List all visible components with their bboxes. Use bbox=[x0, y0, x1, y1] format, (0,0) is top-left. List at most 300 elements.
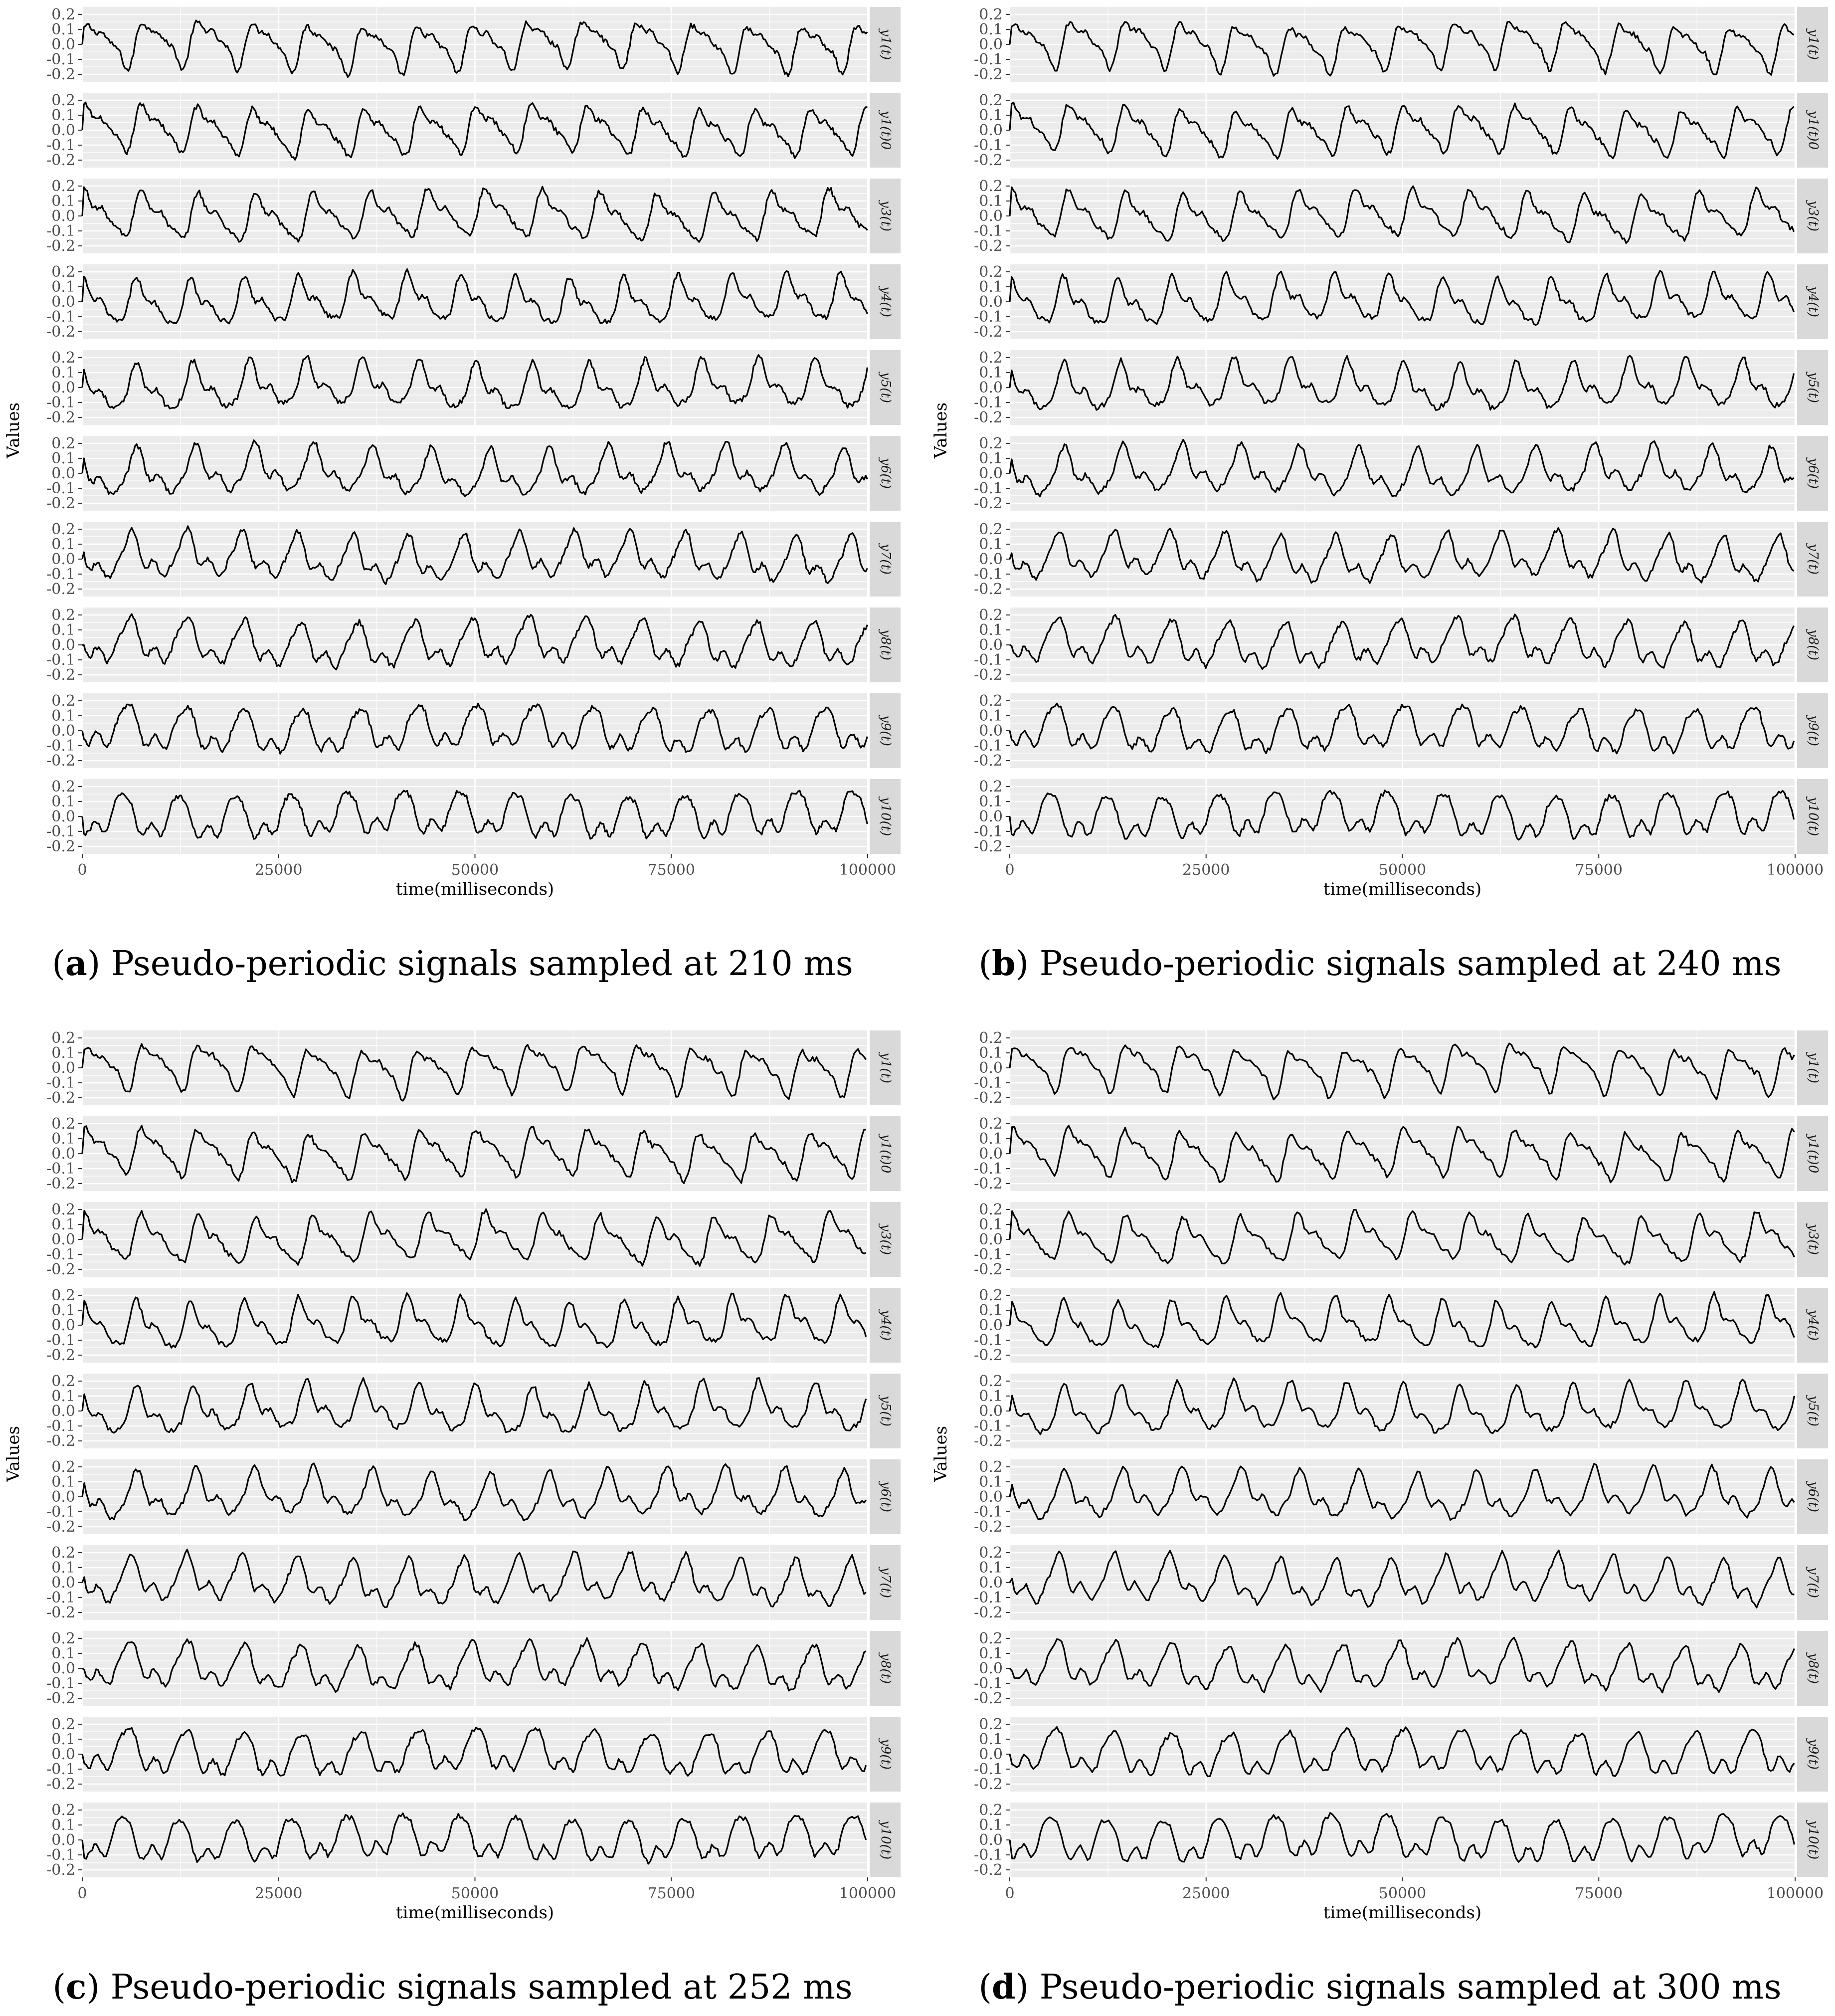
y-tick-label: -0.1 bbox=[46, 566, 75, 583]
caption-paren-close: ) bbox=[1015, 944, 1040, 984]
y-tick-label: 0.2 bbox=[979, 6, 1003, 23]
panel-caption bbox=[978, 1967, 1781, 2007]
facet-strip-label: y9(t) bbox=[878, 715, 893, 746]
facet-9 bbox=[46, 692, 901, 770]
y-tick-label: 0.0 bbox=[51, 722, 75, 740]
facet-strip-label: y1(t) bbox=[878, 29, 893, 60]
y-tick-label: -0.2 bbox=[974, 1261, 1003, 1278]
y-tick-label: -0.1 bbox=[974, 1503, 1003, 1521]
y-tick-label: -0.2 bbox=[974, 581, 1003, 598]
x-tick-label: 100000 bbox=[1766, 861, 1824, 879]
y-tick-label: 0.0 bbox=[979, 465, 1003, 482]
facet-strip-label: y6(t) bbox=[1806, 458, 1821, 489]
y-tick-label: 0.2 bbox=[51, 1115, 75, 1133]
caption-paren-open: ( bbox=[978, 1968, 992, 2007]
y-tick-label: 0.2 bbox=[979, 521, 1003, 538]
y-tick-label: 0.0 bbox=[979, 1574, 1003, 1592]
y-tick-label: -0.1 bbox=[974, 1675, 1003, 1692]
y-tick-label: 0.0 bbox=[51, 551, 75, 568]
facet-strip-label: y1(t)0 bbox=[878, 1134, 893, 1174]
y-tick-label: 0.0 bbox=[979, 1746, 1003, 1763]
panel-c bbox=[3, 1029, 901, 2007]
facet-7 bbox=[974, 521, 1828, 598]
facet-4 bbox=[974, 1287, 1828, 1364]
y-tick-label: 0.1 bbox=[51, 1130, 75, 1148]
y-tick-label: 0.0 bbox=[979, 1231, 1003, 1248]
y-tick-label: 0.2 bbox=[51, 349, 75, 367]
y-tick-label: -0.1 bbox=[974, 651, 1003, 669]
y-tick-label: 0.2 bbox=[979, 92, 1003, 109]
y-tick-label: 0.2 bbox=[979, 435, 1003, 452]
facet-strip-label: y8(t) bbox=[1806, 629, 1821, 660]
y-tick-label: 0.1 bbox=[979, 1645, 1003, 1662]
y-tick-label: 0.2 bbox=[979, 606, 1003, 624]
x-tick-label: 75000 bbox=[1575, 861, 1623, 879]
y-tick-label: -0.1 bbox=[46, 1761, 75, 1778]
x-tick-label: 100000 bbox=[839, 861, 897, 879]
y-tick-label: 0.0 bbox=[51, 808, 75, 825]
caption-paren-open: ( bbox=[978, 944, 992, 984]
x-tick-label: 75000 bbox=[1575, 1885, 1623, 1902]
facet-7 bbox=[46, 521, 901, 598]
facet-strip-label: y7(t) bbox=[1806, 1567, 1821, 1598]
y-tick-label: -0.1 bbox=[46, 1246, 75, 1263]
x-tick-label: 25000 bbox=[1182, 861, 1230, 879]
facet-strip-label: y5(t) bbox=[1806, 1396, 1821, 1426]
caption-letter: d bbox=[991, 1967, 1016, 2007]
y-tick-label: 0.0 bbox=[51, 636, 75, 654]
y-tick-label: 0.0 bbox=[979, 122, 1003, 139]
x-tick-label: 50000 bbox=[1378, 1885, 1427, 1902]
y-tick-label: -0.1 bbox=[974, 137, 1003, 154]
y-tick-label: 0.1 bbox=[979, 1388, 1003, 1405]
y-tick-label: 0.2 bbox=[979, 263, 1003, 281]
y-tick-label: 0.1 bbox=[51, 793, 75, 810]
facet-5 bbox=[46, 1373, 901, 1450]
y-tick-label: -0.1 bbox=[974, 1246, 1003, 1263]
y-tick-label: 0.1 bbox=[979, 1731, 1003, 1748]
y-tick-label: 0.1 bbox=[51, 621, 75, 639]
y-tick-label: 0.0 bbox=[51, 36, 75, 53]
caption-text: Pseudo-periodic signals sampled at 300 ms bbox=[1039, 1968, 1782, 2007]
y-tick-label: 0.2 bbox=[979, 1287, 1003, 1304]
y-tick-label: 0.0 bbox=[979, 379, 1003, 397]
y-tick-label: 0.0 bbox=[51, 1488, 75, 1506]
facet-9 bbox=[974, 692, 1828, 770]
facet-strip-label: y6(t) bbox=[878, 1481, 893, 1512]
y-tick-label: -0.2 bbox=[46, 1261, 75, 1278]
facet-6 bbox=[974, 435, 1828, 512]
y-tick-label: 0.1 bbox=[51, 1559, 75, 1577]
facet-strip-label: y3(t) bbox=[878, 1224, 893, 1255]
y-tick-label: -0.2 bbox=[46, 1089, 75, 1107]
facet-strip-label: y10(t) bbox=[878, 1820, 893, 1860]
x-tick-label: 75000 bbox=[647, 861, 695, 879]
facet-strip-label: y4(t) bbox=[1806, 1310, 1821, 1341]
facet-3 bbox=[974, 178, 1828, 255]
y-tick-label: -0.2 bbox=[46, 1518, 75, 1536]
facet-strip-label: y3(t) bbox=[1806, 201, 1821, 231]
y-tick-label: 0.1 bbox=[51, 707, 75, 725]
facet-strip-label: y5(t) bbox=[878, 1396, 893, 1426]
y-tick-label: -0.1 bbox=[974, 1589, 1003, 1607]
y-tick-label: 0.0 bbox=[979, 1145, 1003, 1163]
y-tick-label: 0.2 bbox=[51, 1201, 75, 1218]
facet-strip-label: y8(t) bbox=[878, 629, 893, 660]
y-tick-label: 0.0 bbox=[51, 1403, 75, 1420]
y-tick-label: 0.2 bbox=[979, 692, 1003, 710]
caption-text: Pseudo-periodic signals sampled at 210 ms bbox=[111, 944, 853, 984]
y-tick-label: 0.1 bbox=[51, 193, 75, 210]
y-axis-title: Values bbox=[931, 402, 951, 459]
y-tick-label: 0.1 bbox=[979, 193, 1003, 210]
y-tick-label: -0.1 bbox=[46, 737, 75, 755]
y-tick-label: -0.2 bbox=[46, 1690, 75, 1707]
facet-strip-label: y1(t)0 bbox=[1806, 110, 1821, 150]
y-tick-label: -0.1 bbox=[46, 1589, 75, 1607]
caption-paren-open: ( bbox=[52, 1968, 66, 2007]
y-tick-label: -0.2 bbox=[46, 66, 75, 83]
y-tick-label: -0.2 bbox=[46, 152, 75, 169]
y-tick-label: -0.1 bbox=[974, 737, 1003, 755]
y-tick-label: 0.2 bbox=[51, 1029, 75, 1047]
x-tick-label: 25000 bbox=[255, 1885, 303, 1902]
facet-strip-label: y1(t)0 bbox=[878, 110, 893, 150]
x-axis-title: time(milliseconds) bbox=[395, 1903, 554, 1923]
facet-8 bbox=[46, 606, 901, 684]
y-tick-label: -0.1 bbox=[46, 51, 75, 68]
facet-strip-label: y1(t)0 bbox=[1806, 1134, 1821, 1174]
y-tick-label: -0.2 bbox=[974, 1432, 1003, 1450]
y-tick-label: -0.2 bbox=[974, 409, 1003, 426]
x-axis-title: time(milliseconds) bbox=[395, 879, 554, 899]
y-tick-label: 0.1 bbox=[979, 364, 1003, 382]
y-tick-label: 0.1 bbox=[979, 278, 1003, 296]
facet-6 bbox=[46, 435, 901, 512]
facet-strip-label: y10(t) bbox=[878, 797, 893, 836]
y-tick-label: -0.2 bbox=[974, 1690, 1003, 1707]
facet-strip-label: y5(t) bbox=[1806, 372, 1821, 403]
caption-paren-close: ) bbox=[1015, 1968, 1040, 2007]
y-tick-label: 0.0 bbox=[979, 722, 1003, 740]
x-tick-label: 100000 bbox=[839, 1885, 897, 1902]
y-tick-label: -0.1 bbox=[974, 308, 1003, 326]
y-tick-label: 0.2 bbox=[979, 1029, 1003, 1047]
facet-1 bbox=[46, 6, 901, 83]
facet-1 bbox=[974, 6, 1828, 83]
y-tick-label: 0.1 bbox=[51, 1473, 75, 1491]
facet-4 bbox=[46, 1287, 901, 1364]
facet-9 bbox=[46, 1716, 901, 1793]
facet-strip-label: y6(t) bbox=[1806, 1481, 1821, 1512]
y-tick-label: -0.1 bbox=[46, 1503, 75, 1521]
y-tick-label: 0.0 bbox=[979, 207, 1003, 225]
facet-1 bbox=[46, 1029, 901, 1107]
y-tick-label: 0.2 bbox=[979, 1458, 1003, 1476]
y-axis-title: Values bbox=[931, 1425, 951, 1482]
y-tick-label: -0.2 bbox=[46, 838, 75, 855]
x-tick-label: 50000 bbox=[451, 861, 499, 879]
y-tick-label: -0.2 bbox=[974, 1175, 1003, 1193]
y-tick-label: -0.2 bbox=[974, 752, 1003, 770]
y-tick-label: 0.1 bbox=[979, 107, 1003, 124]
facet-strip-label: y4(t) bbox=[878, 286, 893, 317]
y-tick-label: -0.1 bbox=[46, 651, 75, 669]
facet-strip-label: y1(t) bbox=[1806, 1052, 1821, 1083]
y-tick-label: 0.1 bbox=[51, 21, 75, 38]
y-tick-label: 0.2 bbox=[51, 1287, 75, 1304]
panel-d bbox=[931, 1029, 1828, 2007]
y-tick-label: 0.1 bbox=[51, 1044, 75, 1062]
facet-strip-label: y10(t) bbox=[1806, 797, 1821, 836]
y-tick-label: -0.1 bbox=[974, 1332, 1003, 1349]
y-axis-title: Values bbox=[3, 1425, 23, 1482]
y-tick-label: -0.1 bbox=[974, 1846, 1003, 1864]
caption-letter: c bbox=[66, 1967, 87, 2007]
y-tick-label: 0.0 bbox=[51, 1145, 75, 1163]
facet-6 bbox=[46, 1458, 901, 1536]
y-tick-label: 0.1 bbox=[51, 450, 75, 467]
facet-3 bbox=[46, 178, 901, 255]
y-tick-label: 0.2 bbox=[51, 1716, 75, 1733]
x-tick-label: 75000 bbox=[647, 1885, 695, 1902]
y-tick-label: -0.2 bbox=[46, 495, 75, 512]
y-tick-label: 0.1 bbox=[979, 707, 1003, 725]
y-tick-label: -0.2 bbox=[46, 1776, 75, 1793]
facet-10 bbox=[46, 1802, 901, 1879]
y-tick-label: -0.2 bbox=[974, 1861, 1003, 1879]
y-tick-label: 0.2 bbox=[51, 1630, 75, 1647]
y-tick-label: -0.2 bbox=[974, 1089, 1003, 1107]
y-tick-label: 0.0 bbox=[979, 636, 1003, 654]
caption-paren-close: ) bbox=[87, 944, 111, 984]
y-tick-label: 0.2 bbox=[51, 692, 75, 710]
y-tick-label: -0.2 bbox=[974, 838, 1003, 855]
y-tick-label: -0.2 bbox=[46, 323, 75, 341]
y-tick-label: 0.0 bbox=[51, 465, 75, 482]
x-tick-label: 50000 bbox=[1378, 861, 1427, 879]
y-tick-label: -0.2 bbox=[974, 1347, 1003, 1364]
y-tick-label: 0.1 bbox=[979, 536, 1003, 553]
facet-strip-label: y9(t) bbox=[1806, 715, 1821, 746]
y-tick-label: -0.2 bbox=[974, 323, 1003, 341]
facet-4 bbox=[974, 263, 1828, 341]
y-tick-label: 0.2 bbox=[51, 92, 75, 109]
y-tick-label: 0.1 bbox=[979, 793, 1003, 810]
y-tick-label: 0.0 bbox=[979, 1317, 1003, 1334]
caption-text: Pseudo-periodic signals sampled at 252 ms bbox=[110, 1968, 853, 2007]
y-tick-label: -0.2 bbox=[974, 1518, 1003, 1536]
y-tick-label: -0.2 bbox=[974, 66, 1003, 83]
y-tick-label: 0.2 bbox=[51, 1373, 75, 1390]
y-tick-label: 0.2 bbox=[979, 1544, 1003, 1562]
y-tick-label: 0.0 bbox=[51, 122, 75, 139]
y-tick-label: 0.0 bbox=[51, 293, 75, 311]
y-axis-title: Values bbox=[3, 402, 23, 459]
facet-2 bbox=[46, 1115, 901, 1193]
y-tick-label: 0.1 bbox=[51, 107, 75, 124]
y-tick-label: -0.2 bbox=[974, 495, 1003, 512]
y-tick-label: 0.0 bbox=[979, 551, 1003, 568]
caption-letter: b bbox=[991, 944, 1016, 984]
facet-strip-label: y7(t) bbox=[878, 1567, 893, 1598]
y-tick-label: -0.1 bbox=[46, 394, 75, 411]
y-tick-label: 0.2 bbox=[979, 1115, 1003, 1133]
y-tick-label: 0.0 bbox=[51, 1231, 75, 1248]
facet-8 bbox=[46, 1630, 901, 1707]
facet-strip-label: y7(t) bbox=[1806, 544, 1821, 575]
y-tick-label: -0.1 bbox=[46, 1160, 75, 1178]
facet-strip-label: y3(t) bbox=[878, 201, 893, 231]
y-tick-label: 0.2 bbox=[51, 6, 75, 23]
x-tick-label: 0 bbox=[1005, 1885, 1015, 1902]
y-tick-label: 0.0 bbox=[979, 1488, 1003, 1506]
x-tick-label: 50000 bbox=[451, 1885, 499, 1902]
y-tick-label: 0.2 bbox=[51, 521, 75, 538]
y-tick-label: 0.0 bbox=[51, 1660, 75, 1677]
facet-strip-label: y9(t) bbox=[878, 1739, 893, 1770]
y-tick-label: 0.2 bbox=[51, 263, 75, 281]
y-tick-label: 0.2 bbox=[51, 178, 75, 195]
facet-10 bbox=[46, 778, 901, 855]
y-tick-label: 0.2 bbox=[51, 1544, 75, 1562]
y-tick-label: 0.2 bbox=[51, 1802, 75, 1819]
y-tick-label: 0.1 bbox=[51, 1645, 75, 1662]
y-tick-label: 0.1 bbox=[979, 1473, 1003, 1491]
y-tick-label: 0.0 bbox=[51, 207, 75, 225]
y-tick-label: -0.1 bbox=[974, 823, 1003, 840]
panel-b bbox=[931, 6, 1828, 984]
y-tick-label: -0.2 bbox=[46, 1604, 75, 1621]
facet-strip-label: y4(t) bbox=[878, 1310, 893, 1341]
y-tick-label: 0.1 bbox=[51, 278, 75, 296]
facet-8 bbox=[974, 1630, 1828, 1707]
facet-strip-label: y1(t) bbox=[1806, 29, 1821, 60]
y-tick-label: 0.1 bbox=[979, 1044, 1003, 1062]
y-tick-label: -0.2 bbox=[46, 666, 75, 684]
y-tick-label: -0.2 bbox=[974, 237, 1003, 255]
facet-strip-label: y5(t) bbox=[878, 372, 893, 403]
y-tick-label: 0.0 bbox=[51, 1317, 75, 1334]
y-tick-label: 0.0 bbox=[51, 1059, 75, 1077]
y-tick-label: 0.0 bbox=[979, 1660, 1003, 1677]
y-tick-label: 0.1 bbox=[51, 536, 75, 553]
y-tick-label: -0.1 bbox=[46, 823, 75, 840]
caption-text: Pseudo-periodic signals sampled at 240 ms bbox=[1039, 944, 1782, 984]
y-tick-label: 0.2 bbox=[51, 606, 75, 624]
facet-6 bbox=[974, 1458, 1828, 1536]
facet-3 bbox=[974, 1201, 1828, 1278]
y-tick-label: -0.2 bbox=[46, 1347, 75, 1364]
y-tick-label: 0.1 bbox=[979, 621, 1003, 639]
y-tick-label: -0.1 bbox=[974, 566, 1003, 583]
y-tick-label: 0.1 bbox=[51, 1216, 75, 1233]
y-tick-label: -0.2 bbox=[974, 1604, 1003, 1621]
facet-3 bbox=[46, 1201, 901, 1278]
y-tick-label: 0.0 bbox=[51, 1746, 75, 1763]
y-tick-label: -0.1 bbox=[46, 308, 75, 326]
y-tick-label: 0.0 bbox=[51, 1574, 75, 1592]
x-tick-label: 25000 bbox=[1182, 1885, 1230, 1902]
x-axis-title: time(milliseconds) bbox=[1323, 879, 1482, 899]
y-tick-label: -0.1 bbox=[46, 137, 75, 154]
y-tick-label: 0.1 bbox=[51, 1302, 75, 1319]
facet-strip-label: y1(t) bbox=[878, 1052, 893, 1083]
facet-2 bbox=[974, 1115, 1828, 1193]
y-tick-label: -0.2 bbox=[46, 1175, 75, 1193]
y-tick-label: -0.2 bbox=[974, 1776, 1003, 1793]
y-tick-label: 0.0 bbox=[51, 379, 75, 397]
y-tick-label: 0.0 bbox=[979, 36, 1003, 53]
y-tick-label: -0.1 bbox=[974, 480, 1003, 497]
caption-paren-close: ) bbox=[86, 1968, 111, 2007]
y-tick-label: 0.2 bbox=[979, 349, 1003, 367]
y-tick-label: -0.1 bbox=[974, 394, 1003, 411]
x-tick-label: 0 bbox=[1005, 861, 1015, 879]
panel-caption bbox=[978, 944, 1781, 984]
y-tick-label: 0.1 bbox=[979, 450, 1003, 467]
facet-strip-label: y9(t) bbox=[1806, 1739, 1821, 1770]
x-tick-label: 0 bbox=[77, 861, 87, 879]
y-tick-label: 0.1 bbox=[979, 1216, 1003, 1233]
caption-letter: a bbox=[65, 944, 87, 984]
panel-caption bbox=[53, 1967, 853, 2007]
y-tick-label: 0.2 bbox=[979, 1201, 1003, 1218]
y-tick-label: -0.1 bbox=[974, 51, 1003, 68]
y-tick-label: 0.1 bbox=[979, 1130, 1003, 1148]
facet-10 bbox=[974, 778, 1828, 855]
y-tick-label: -0.2 bbox=[46, 581, 75, 598]
y-tick-label: 0.1 bbox=[979, 1816, 1003, 1834]
facet-2 bbox=[46, 92, 901, 169]
y-tick-label: 0.1 bbox=[979, 1302, 1003, 1319]
y-tick-label: -0.1 bbox=[974, 222, 1003, 240]
y-tick-label: -0.1 bbox=[974, 1160, 1003, 1178]
facet-7 bbox=[46, 1544, 901, 1621]
facet-strip-label: y6(t) bbox=[878, 458, 893, 489]
facet-2 bbox=[974, 92, 1828, 169]
x-axis-title: time(milliseconds) bbox=[1323, 1903, 1482, 1923]
facet-5 bbox=[46, 349, 901, 426]
y-tick-label: 0.2 bbox=[51, 778, 75, 796]
y-tick-label: 0.1 bbox=[51, 1388, 75, 1405]
facet-9 bbox=[974, 1716, 1828, 1793]
y-tick-label: 0.0 bbox=[51, 1831, 75, 1849]
y-tick-label: 0.0 bbox=[979, 1831, 1003, 1849]
y-tick-label: -0.2 bbox=[46, 1861, 75, 1879]
facet-7 bbox=[974, 1544, 1828, 1621]
facet-1 bbox=[974, 1029, 1828, 1107]
y-tick-label: -0.1 bbox=[46, 480, 75, 497]
y-tick-label: -0.1 bbox=[46, 1332, 75, 1349]
y-tick-label: -0.2 bbox=[46, 752, 75, 770]
x-tick-label: 100000 bbox=[1766, 1885, 1824, 1902]
y-tick-label: 0.2 bbox=[51, 1458, 75, 1476]
y-tick-label: 0.1 bbox=[979, 1559, 1003, 1577]
facet-10 bbox=[974, 1802, 1828, 1879]
y-tick-label: 0.2 bbox=[979, 1373, 1003, 1390]
y-tick-label: 0.0 bbox=[979, 293, 1003, 311]
panel-a bbox=[3, 6, 901, 984]
y-tick-label: -0.1 bbox=[974, 1761, 1003, 1778]
facet-8 bbox=[974, 606, 1828, 684]
x-tick-label: 0 bbox=[77, 1885, 87, 1902]
y-tick-label: 0.1 bbox=[51, 364, 75, 382]
x-tick-label: 25000 bbox=[255, 861, 303, 879]
y-tick-label: -0.2 bbox=[46, 237, 75, 255]
facet-strip-label: y4(t) bbox=[1806, 286, 1821, 317]
y-tick-label: 0.2 bbox=[979, 1716, 1003, 1733]
